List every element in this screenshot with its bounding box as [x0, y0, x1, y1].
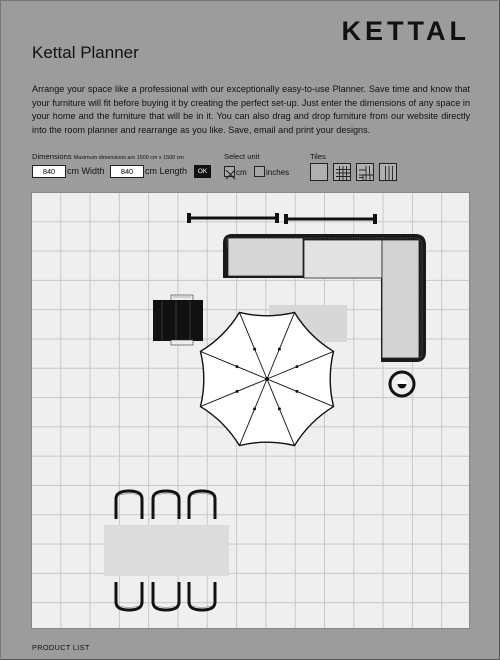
parasol-rib-joint: [236, 365, 239, 368]
cm-option-label: cm: [236, 168, 247, 177]
select-unit-label: Select unit: [224, 152, 260, 161]
tile-none-option[interactable]: [310, 163, 328, 181]
page-title: Kettal Planner: [32, 43, 139, 62]
dimensions-hint: Maximum dimensions are 1500 cm x 1500 cm: [73, 155, 184, 161]
dining-chair[interactable]: [153, 491, 179, 519]
cm-checkbox[interactable]: [224, 166, 235, 177]
parasol-rib-joint: [236, 390, 239, 393]
dining-chair[interactable]: [116, 582, 142, 610]
parasol-rib-joint: [295, 365, 298, 368]
tile-mixed-option[interactable]: [356, 163, 374, 181]
inches-checkbox[interactable]: [254, 166, 265, 177]
product-list-link[interactable]: PRODUCT LIST: [32, 643, 90, 652]
dining-chair[interactable]: [153, 582, 179, 610]
check-x-icon: [225, 169, 236, 180]
kettal-logo[interactable]: KETTAL: [341, 16, 470, 46]
ok-button[interactable]: OK: [194, 165, 211, 178]
small-grid-icon: [334, 164, 352, 182]
inches-option-label: inches: [266, 168, 290, 177]
width-unit-label: cm Width: [67, 166, 105, 176]
lounge-chair[interactable]: [153, 295, 203, 345]
dimensions-label-text: Dimensions: [32, 152, 72, 161]
tile-small-grid-option[interactable]: [333, 163, 351, 181]
dining-chair[interactable]: [189, 582, 215, 610]
dining-chair[interactable]: [189, 491, 215, 519]
stripes-icon: [380, 164, 398, 182]
mixed-grid-icon: [357, 164, 375, 182]
dining-table[interactable]: [104, 525, 229, 576]
curtain-rail-left[interactable]: [187, 213, 279, 223]
parasol-rib-joint: [278, 348, 281, 351]
round-table[interactable]: [390, 372, 414, 396]
dimensions-label: [32, 152, 184, 161]
parasol-rib-joint: [295, 390, 298, 393]
tile-stripes-option[interactable]: [379, 163, 397, 181]
room-planner-canvas[interactable]: [31, 192, 470, 629]
parasol-rib-joint: [253, 348, 256, 351]
dining-chair[interactable]: [116, 491, 142, 519]
curtain-rail-right[interactable]: [284, 214, 377, 224]
tiles-label: Tiles: [310, 152, 326, 161]
width-input[interactable]: [32, 165, 66, 178]
parasol-rib-joint: [278, 407, 281, 410]
intro-text: Arrange your space like a professional with our exceptionally easy-to-use Planner. Save time and know that your furniture will fit before buying it by creating the perfect set-up. Just enter the dimensions of any space in your home and the furniture that will be in it. You can also drag and drop furniture from our website directly into the room planner and rearrange as you like. Save, email and print your designs.: [32, 84, 470, 135]
parasol-hub: [265, 377, 269, 381]
length-unit-label: cm Length: [145, 166, 188, 176]
length-input[interactable]: [110, 165, 144, 178]
parasol-rib-joint: [253, 407, 256, 410]
